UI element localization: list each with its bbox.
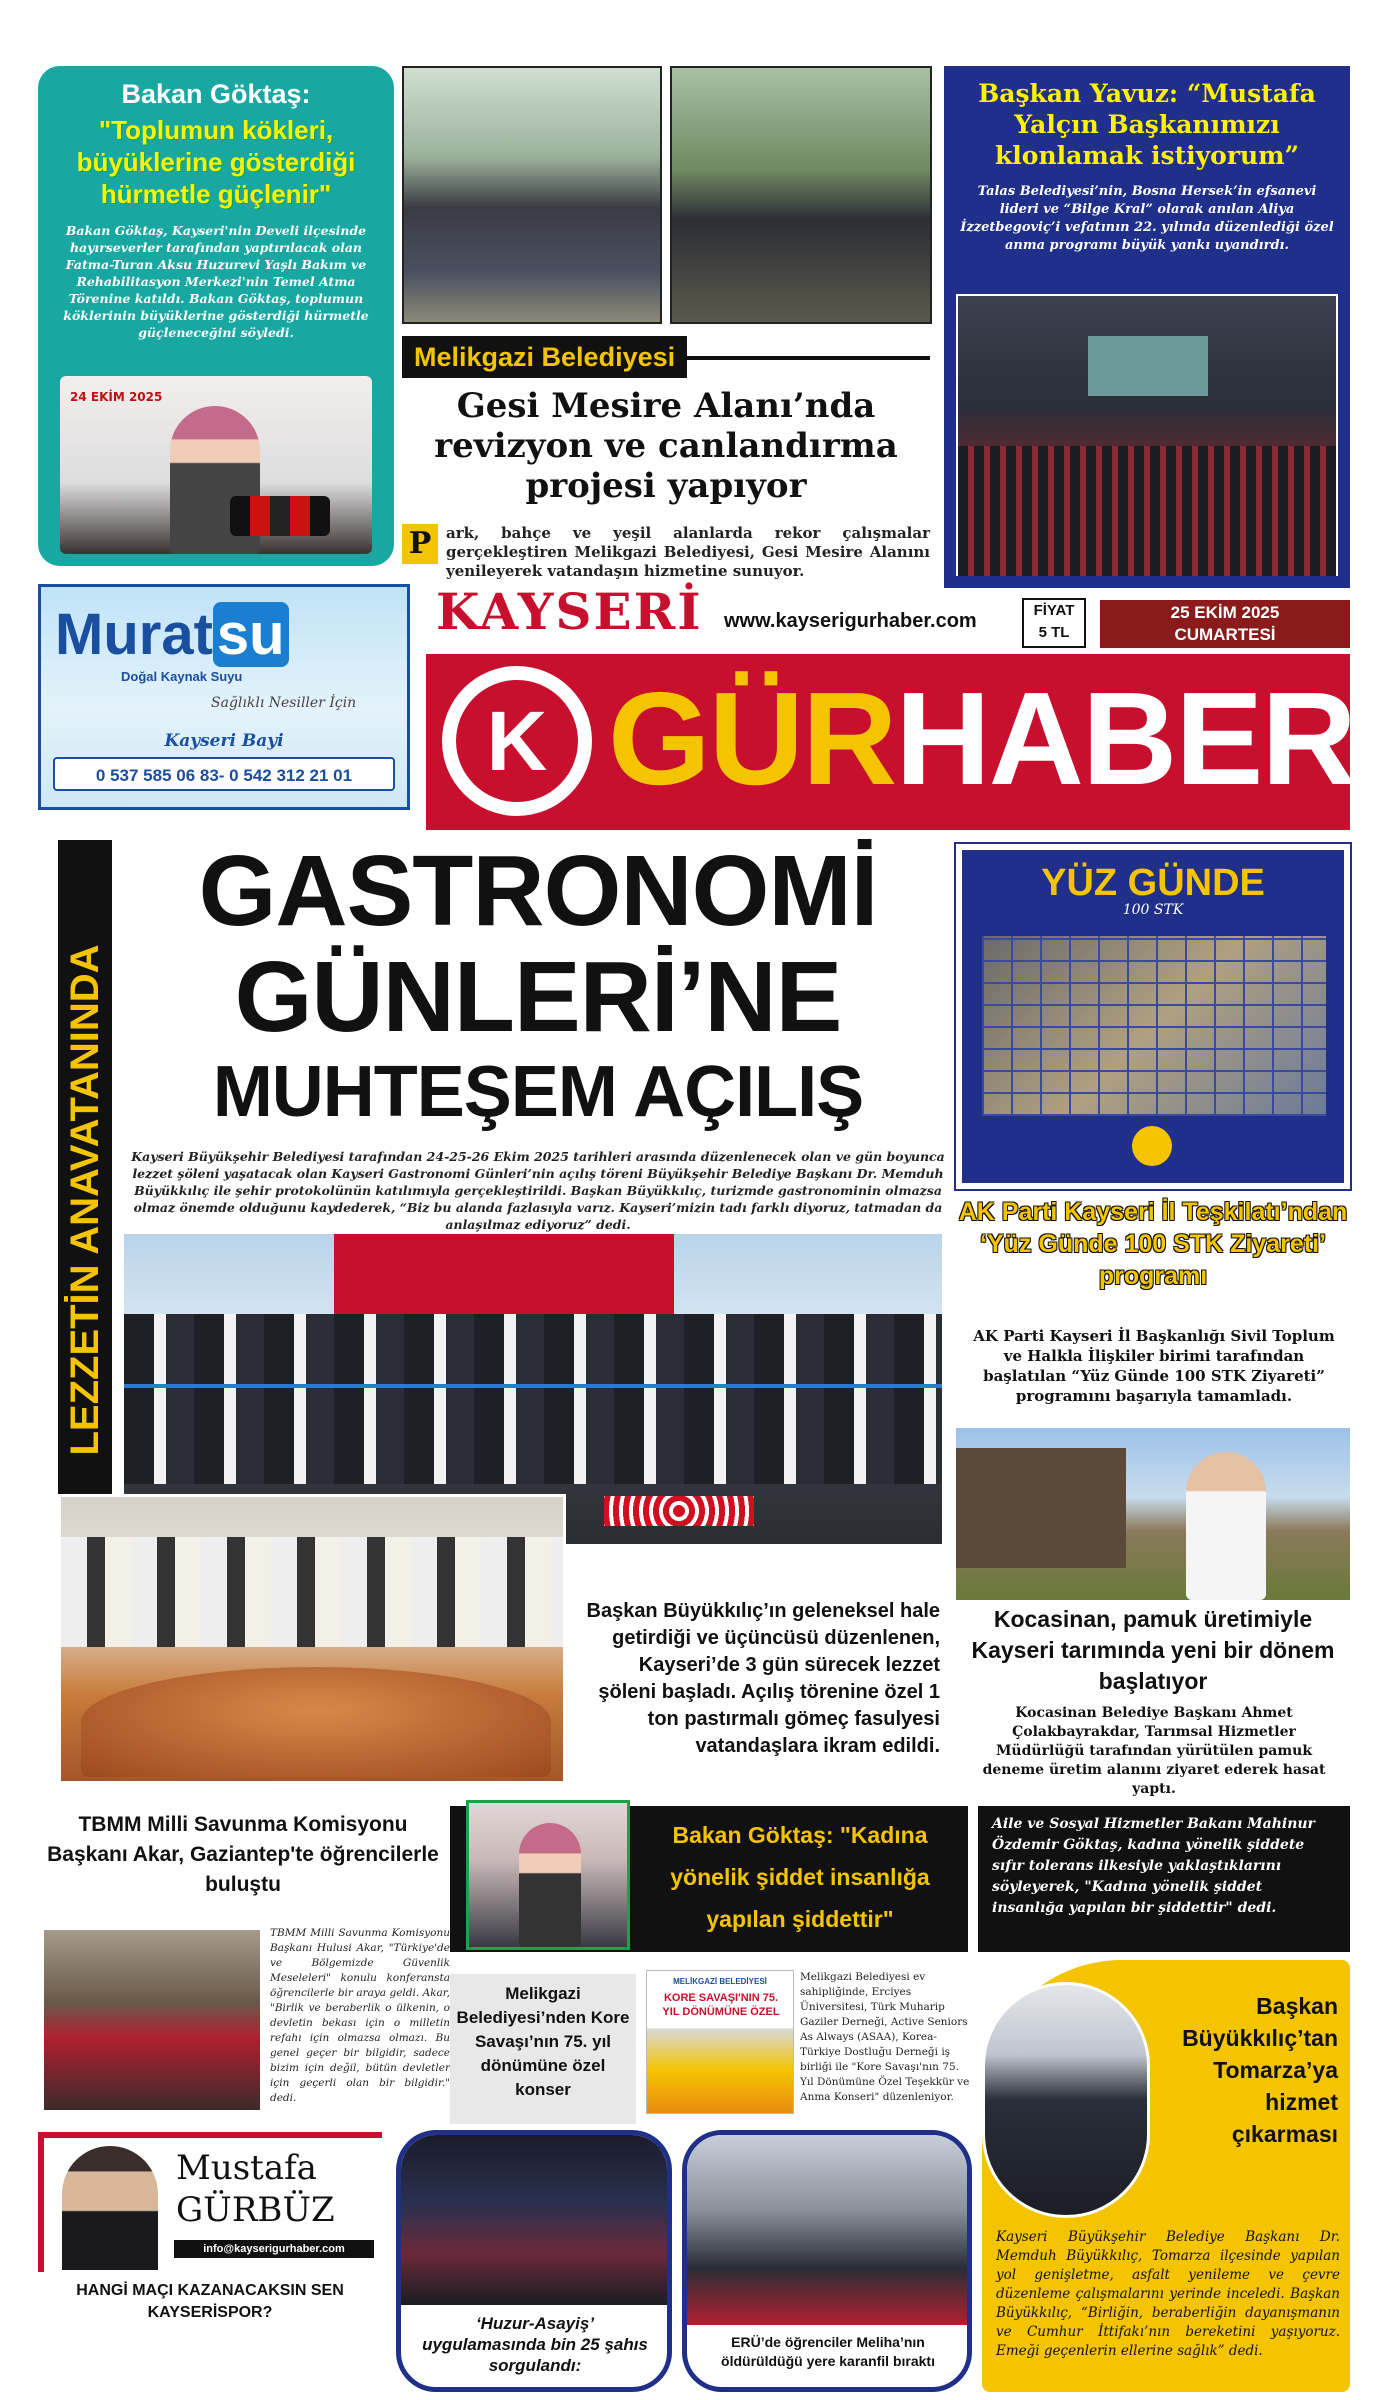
goktas2-body: Aile ve Sosyal Hizmetler Bakanı Mahinur Özdemir Göktaş, kadına yönelik şiddete sıfır tolerans ilkesiyle yaklaştıklarını söyleyerek, "Kadına yönelik şiddet insanlığa yapılan bir şiddettir" dedi. (992, 1816, 1315, 1916)
hall-audience (958, 446, 1336, 576)
muratsu-brand-1: Murat (55, 602, 213, 667)
masthead-day: CUMARTESİ (1174, 625, 1276, 644)
masthead-name-2: HABER (895, 665, 1355, 812)
goktas2-figure (519, 1823, 581, 1947)
masthead-date-box (1100, 600, 1350, 648)
kore-headline[interactable]: Melikgazi Belediyesi’nden Kore Savaşı’nın 75. yıl dönümüne özel konser (450, 1974, 636, 2124)
main-headline-3[interactable]: MUHTEŞEM AÇILIŞ (212, 1052, 864, 1132)
goktas-title: Bakan Göktaş: (121, 79, 311, 109)
kore-body: Melikgazi Belediyesi ev sahipliğinde, Erciyes Üniversitesi, Türk Muharip Gaziler Derneği, Active Seniors As Always (ASAA), Korea-Türkiye Dostluğu Derneği iş birliği ile "Kore Savaşı'nın 75. Yıl Dönümüne Özel Teşekkür ve Anma Konseri" düzenleniyor. (800, 1971, 970, 2103)
akparti-poster-sub: 100 STK (1122, 902, 1184, 918)
gk-logo (442, 666, 592, 816)
columnist-first: Mustafa (176, 2148, 317, 2188)
vertical-strip (58, 840, 112, 1560)
goktas-box[interactable] (38, 66, 394, 566)
kocasinan-headline[interactable]: Kocasinan, pamuk üretimiyle Kayseri tarımında yeni bir dönem başlatıyor (971, 1606, 1335, 1694)
ribbon-crowd (124, 1314, 942, 1484)
microphones (230, 496, 330, 536)
masthead-date: 25 EKİM 2025 (1170, 603, 1280, 622)
main-intro: Kayseri Büyükşehir Belediyesi tarafından 24-25-26 Ekim 2025 tarihleri arasında düzenlenecek olan ve gün boyunca lezzet şöleni yaşatacak olan Kayseri Gastronomi Günleri’nin açılış töreni Büyükşehir Belediye Başkanı Dr. Memduh Büyükkılıç ile şehir protokolünün katılımıyla gerçekleştirildi. Başkan Büyükkılıç, turizmde gastronominin olmazsa olmaz önemde olduğunu kaydederek, “Biz bu alanda fazlasıyla varız. Kayseri’mizin tadı farklı diyoruz, tatmadan da anlaşılmaz ediyoruz” dedi. (131, 1149, 945, 1232)
columnist-email[interactable]: info@kayserigurhaber.com (174, 2240, 374, 2258)
muratsu-brand (55, 602, 289, 667)
eru-caption: ERÜ’de öğrenciler Meliha’nın öldürüldüğü yere karanfil bıraktı (721, 2334, 935, 2369)
goktas-photo-date: 24 EKİM 2025 (70, 390, 163, 404)
gesi-photo-2 (670, 66, 932, 324)
main-headline-1[interactable]: GASTRONOMİ (198, 835, 878, 947)
akparti-poster-title: YÜZ GÜNDE (1041, 862, 1265, 904)
tomarza-box[interactable] (982, 1960, 1350, 2392)
hall-screen (1088, 336, 1208, 396)
muratsu-sub: Doğal Kaynak Suyu (121, 669, 243, 684)
masthead-url[interactable]: www.kayserigurhaber.com (724, 610, 977, 632)
goktas2-headline: Bakan Göktaş: "Kadına yönelik şiddet insanlığa yapılan şiddettir" (670, 1822, 930, 1932)
huzur-box[interactable] (396, 2130, 672, 2392)
columnist-headline[interactable]: HANGİ MAÇI KAZANACAKSIN SEN KAYSERİSPOR? (76, 2282, 344, 2321)
gesi-photo-1 (402, 66, 662, 324)
tomarza-body: Kayseri Büyükşehir Belediye Başkanı Dr. Memduh Büyükkılıç, Tomarza ilçesinde yapılan yol genişletme, asfalt yenileme ve çevre düzenleme çalışmalarını yerinde inceledi. Başkan Büyükkılıç, “Birliğin, beraberliğin dayanışmanın ve Cumhur İttifakı’nın bereketini yaşıyoruz. Emeği geçenlerin ellerine sağlık” dedi. (996, 2229, 1340, 2359)
kore-poster (646, 1970, 794, 2114)
ad-muratsu[interactable] (38, 584, 410, 810)
yavuz-headline: Başkan Yavuz: “Mustafa Yalçın Başkanımızı klonlamak istiyorum” (978, 79, 1316, 170)
kocasinan-body: Kocasinan Belediye Başkanı Ahmet Çolakbayrakdar, Tarımsal Hizmetler Müdürlüğü tarafından yürütülen pamuk deneme üretim alanını ziyaret ederek hasat yaptı. (982, 1705, 1326, 1797)
vertical-text: LEZZETİN ANAVATANINDA (63, 944, 107, 1456)
yavuz-box[interactable] (944, 66, 1350, 588)
muratsu-brand-2: su (213, 602, 289, 667)
huzur-photo (401, 2135, 667, 2305)
goktas-photo (60, 376, 372, 554)
kocasinan-house (956, 1448, 1126, 1568)
masthead-city: KAYSERİ (436, 582, 703, 641)
tomarza-headline: Başkan Büyükkılıç’tan Tomarza’ya hizmet çıkarması (1182, 1993, 1338, 2147)
akar-headline[interactable]: TBMM Milli Savunma Komisyonu Başkanı Akar, Gaziantep'te öğrencilerle buluştu (47, 1813, 439, 1896)
main-photo-pot (58, 1494, 566, 1784)
yavuz-body: Talas Belediyesi’nin, Bosna Hersek’in efsanevi lideri ve “Bilge Kral” olarak anılan Aliya İzzetbegoviç’i vefatının 22. yılında düzenlediği özel anma programı büyük yankı uyandırdı. (960, 184, 1334, 253)
akar-photo (44, 1930, 260, 2110)
goktas-body: Bakan Göktaş, Kayseri'nin Develi ilçesinde hayırseverler tarafından yaptırılacak olan Fatma-Turan Aksu Huzurevi Yaşlı Bakım ve Rehabilitasyon Merkezi'nin Temel Atma Törenine katıldı. Bakan Göktaş, toplumun köklerinin büyüklerine gösterdiği hürmetle güçleneceğini söyledi. (63, 223, 369, 340)
masthead-name-1: GÜR (608, 665, 896, 812)
akparti-grid (982, 936, 1326, 1116)
goktas2-box[interactable] (450, 1806, 968, 1952)
masthead-price: 5 TL (1038, 624, 1070, 641)
ribbon-flowers (604, 1496, 754, 1526)
akparti-headline[interactable]: AK Parti Kayseri İl Teşkilatı’ndan ‘Yüz Günde 100 STK Ziyareti’ programı (958, 1198, 1348, 1290)
columnist-last: GÜRBÜZ (176, 2190, 335, 2230)
melikgazi-dropcap: P (402, 524, 438, 564)
columnist-box[interactable] (38, 2132, 382, 2272)
main-caption: Başkan Büyükkılıç’ın geleneksel hale getirdiği ve üçüncüsü düzenlenen, Kayseri’de 3 gün sürecek lezzet şöleni başladı. Açılış törenine özel 1 ton pastırmalı gömeç fasulyesi vatandaşlara ikram edildi. (586, 1600, 940, 1757)
kore-poster-title: KORE SAVAŞI'NIN 75. YIL DÖNÜMÜNE ÖZEL (662, 1992, 780, 2018)
akparti-poster (956, 844, 1350, 1189)
masthead-price-label: FİYAT (1033, 602, 1075, 619)
goktas2-body-box (978, 1806, 1350, 1952)
melikgazi-headline[interactable]: Gesi Mesire Alanı’nda revizyon ve canlandırma projesi yapıyor (434, 386, 898, 506)
pot-crowd (61, 1537, 563, 1647)
gk-logo-letter: K (486, 694, 548, 788)
muratsu-phones[interactable]: 0 537 585 06 83- 0 542 312 21 01 (53, 757, 395, 791)
masthead-name (608, 664, 1355, 814)
melikgazi-kicker: Melikgazi Belediyesi (402, 336, 687, 378)
main-headline-2[interactable]: GÜNLERİ’NE (234, 941, 842, 1053)
akparti-body: AK Parti Kayseri İl Başkanlığı Sivil Toplum ve Halkla İlişkiler birimi tarafından başlatılan “Yüz Günde 100 STK Ziyareti” programını başarıyla tamamladı. (973, 1327, 1335, 1405)
kocasinan-person (1186, 1452, 1266, 1600)
goktas2-photo (466, 1800, 630, 1950)
ribbon-line (124, 1384, 942, 1388)
melikgazi-body: ark, bahçe ve yeşil alanlarda rekor çalışmalar gerçekleştiren Melikgazi Belediyesi, Gesi Mesire Alanını yenileyerek vatandaşın hizmetine sunuyor. (446, 524, 930, 580)
tomarza-photo (982, 1982, 1150, 2218)
akar-body: TBMM Milli Savunma Komisyonu Başkanı Hulusi Akar, "Türkiye'de ve Bölgemizde Güvenlik Meseleleri" konulu konferansta öğrencilerle bir araya geldi. Akar, "Birlik ve beraberlik o ülkenin, o devletin bekası için o milletin refahı için olmazsa olmazı. Bu genel geçer bir bilgidir, sadece bizim için değil, bütün devletler için geçerli olan bir bilgidir." dedi. (270, 1927, 450, 2104)
muratsu-tagline: Sağlıklı Nesiller İçin (211, 695, 357, 711)
eru-box[interactable] (682, 2130, 972, 2392)
masthead-banner (426, 654, 1355, 830)
columnist-photo (62, 2146, 158, 2270)
eru-photo (687, 2135, 967, 2325)
kocasinan-photo (956, 1428, 1350, 1600)
huzur-caption: ‘Huzur-Asayiş’ uygulamasında bin 25 şahıs sorgulandı: (422, 2314, 648, 2375)
masthead-price-box (1022, 598, 1086, 648)
yavuz-photo (956, 294, 1338, 576)
goktas-quote: "Toplumun kökleri, büyüklerine gösterdiği hürmetle güçlenir" (76, 115, 356, 209)
kore-poster-top: MELİKGAZİ BELEDİYESİ (673, 1977, 767, 1986)
pot-food (81, 1667, 551, 1777)
akparti-logo (1132, 1126, 1172, 1166)
muratsu-bayi: Kayseri Bayi (164, 731, 284, 751)
